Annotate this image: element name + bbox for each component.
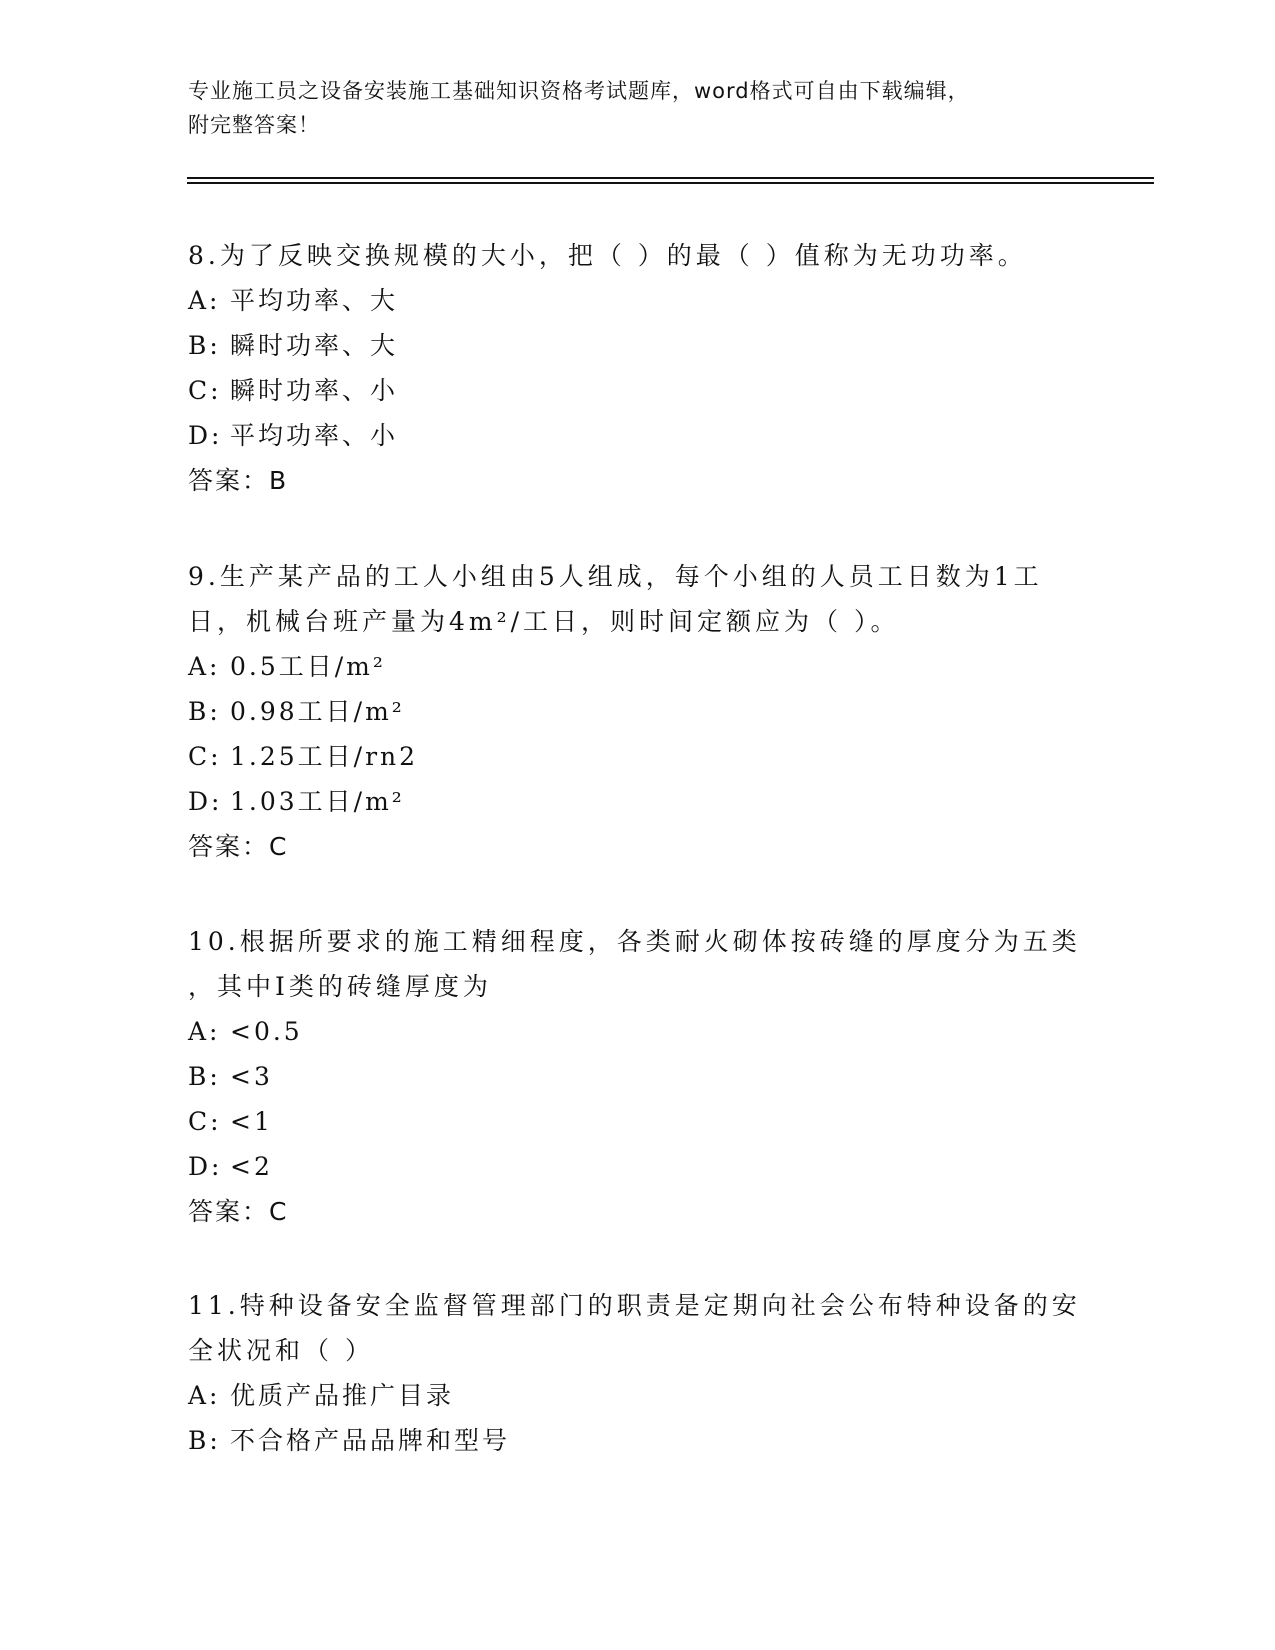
option-a <box>188 1009 1088 1054</box>
option-b <box>188 1054 1088 1099</box>
option-text: 瞬时功率、大 <box>230 331 399 360</box>
answer-line: 答案：B <box>188 466 289 495</box>
option-d <box>188 413 1088 458</box>
question-stem: 生产某产品的工人小组由5人组成，每个小组的人员工日数为1工 <box>219 562 1043 591</box>
option-letter: D: <box>188 787 223 816</box>
option-a <box>188 644 1088 689</box>
option-b <box>188 689 1088 734</box>
question-9 <box>188 554 1088 869</box>
answer-line: 答案：C <box>188 832 289 861</box>
option-d <box>188 779 1088 824</box>
option-letter: B: <box>188 1062 221 1091</box>
option-text: 平均功率、小 <box>230 421 399 450</box>
question-number: 10. <box>188 927 240 956</box>
option-letter: B: <box>188 697 221 726</box>
option-letter: B: <box>188 1426 221 1455</box>
option-letter: A: <box>188 1381 221 1410</box>
question-11 <box>188 1283 1088 1463</box>
option-c <box>188 368 1088 413</box>
option-text: 0.5工日/m² <box>230 652 386 681</box>
option-text: 平均功率、大 <box>230 286 399 315</box>
option-letter: C: <box>188 376 222 405</box>
document-header <box>188 74 1088 142</box>
question-text-line-1 <box>188 554 1088 599</box>
option-a <box>188 278 1088 323</box>
option-text: <3 <box>230 1062 273 1091</box>
option-c <box>188 1099 1088 1144</box>
question-text-line-2: 全状况和（ ） <box>188 1336 374 1365</box>
option-letter: A: <box>188 652 221 681</box>
question-text <box>188 233 1088 278</box>
header-line-1: 专业施工员之设备安装施工基础知识资格考试题库，word格式可自由下载编辑， <box>188 79 970 103</box>
option-a <box>188 1373 1088 1418</box>
question-8 <box>188 233 1088 503</box>
option-text: 1.25工日/rn2 <box>230 742 419 771</box>
header-line-2: 附完整答案！ <box>188 113 320 137</box>
option-letter: A: <box>188 286 221 315</box>
question-text-line-2: ，其中Ⅰ类的砖缝厚度为 <box>188 972 492 1001</box>
question-stem: 为了反映交换规模的大小，把（ ）的最（ ）值称为无功功率。 <box>219 241 1027 270</box>
header-divider-bottom <box>187 182 1154 184</box>
option-text: 优质产品推广目录 <box>230 1381 455 1410</box>
option-letter: C: <box>188 1107 222 1136</box>
question-text-line-2: 日，机械台班产量为4m²/工日，则时间定额应为（ ）。 <box>188 607 900 636</box>
option-text: 1.03工日/m² <box>230 787 405 816</box>
option-text: 0.98工日/m² <box>230 697 405 726</box>
option-text: <0.5 <box>230 1017 303 1046</box>
option-text: 瞬时功率、小 <box>230 376 399 405</box>
option-letter: D: <box>188 421 223 450</box>
option-b <box>188 1418 1088 1463</box>
option-letter: C: <box>188 742 222 771</box>
option-d <box>188 1144 1088 1189</box>
question-number: 11. <box>188 1291 240 1320</box>
option-letter: D: <box>188 1152 223 1181</box>
option-letter: B: <box>188 331 221 360</box>
question-number: 8. <box>188 241 220 270</box>
option-text: <1 <box>230 1107 273 1136</box>
option-c <box>188 734 1088 779</box>
question-stem: 根据所要求的施工精细程度，各类耐火砌体按砖缝的厚度分为五类 <box>239 927 1081 956</box>
question-stem: 特种设备安全监督管理部门的职责是定期向社会公布特种设备的安 <box>239 1291 1081 1320</box>
option-text: 不合格产品品牌和型号 <box>230 1426 511 1455</box>
question-text-line-1 <box>188 1283 1088 1328</box>
option-text: <2 <box>230 1152 273 1181</box>
question-number: 9. <box>188 562 220 591</box>
header-divider-top <box>187 177 1154 179</box>
question-10 <box>188 919 1088 1234</box>
question-text-line-1 <box>188 919 1088 964</box>
option-letter: A: <box>188 1017 221 1046</box>
option-b <box>188 323 1088 368</box>
answer-line: 答案：C <box>188 1197 289 1226</box>
